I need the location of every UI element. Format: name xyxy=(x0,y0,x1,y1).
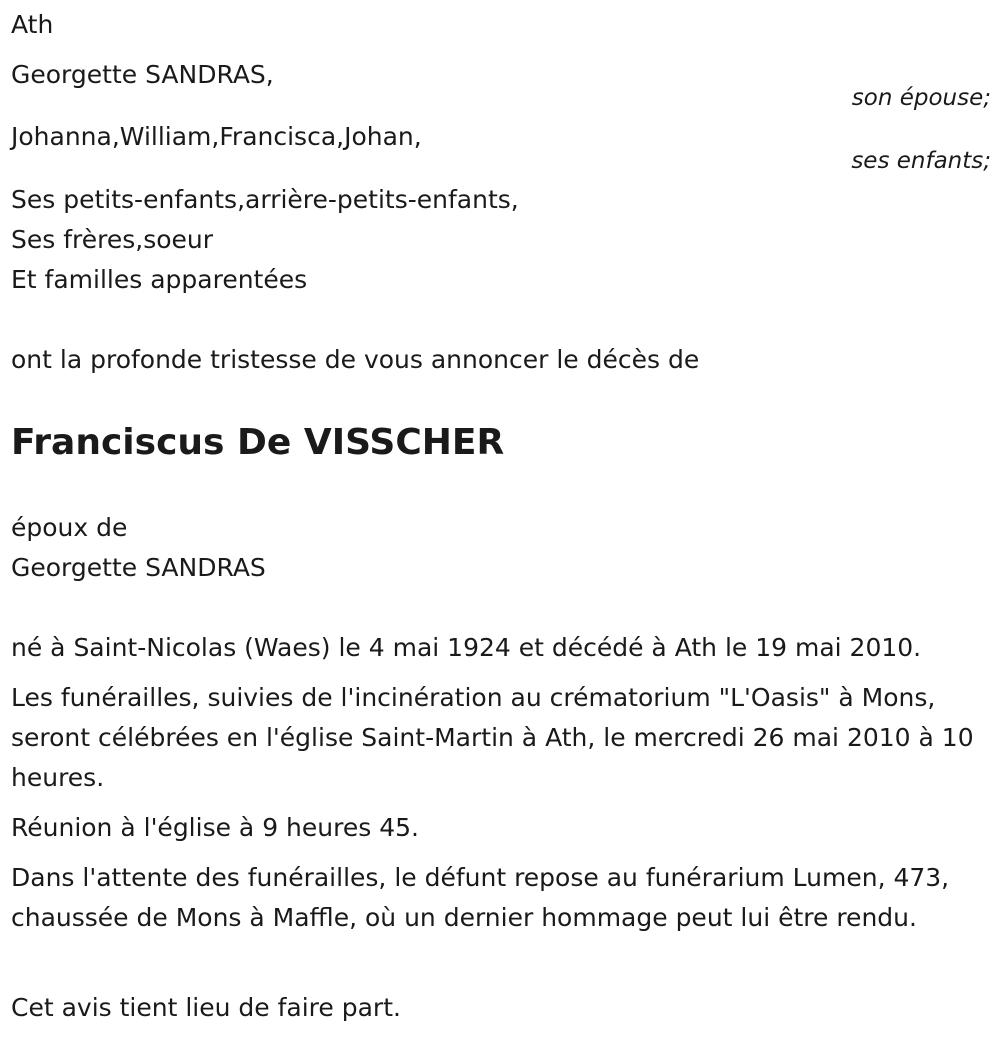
relatives-text: Et familles apparentées xyxy=(11,265,308,294)
spouse-info-name: Georgette SANDRAS xyxy=(11,553,266,582)
meeting-text: Réunion à l'église à 9 heures 45. xyxy=(11,813,419,842)
closing-text: Cet avis tient lieu de faire part. xyxy=(11,993,401,1022)
announcement-intro: ont la profonde tristesse de vous annoncer le décès de xyxy=(11,345,700,374)
birth-death-text: né à Saint-Nicolas (Waes) le 4 mai 1924 et décédé à Ath le 19 mai 2010. xyxy=(11,633,922,662)
spouse-label: époux de xyxy=(11,513,128,542)
deceased-name: Franciscus De VISSCHER xyxy=(11,422,505,463)
grandchildren-text: Ses petits-enfants,arrière-petits-enfants, xyxy=(11,185,519,214)
repose-text: Dans l'attente des funérailles, le défunt repose au funérarium Lumen, 473, chaussée de Mons à Maffle, où un dernier hommage peut lui être rendu. xyxy=(11,863,950,932)
siblings-text: Ses frères,soeur xyxy=(11,225,214,254)
funeral-text: Les funérailles, suivies de l'incinération au crématorium "L'Oasis" à Mons, seront célébrées en l'église Saint-Martin à Ath, le mercredi 26 mai 2010 à 10 heures. xyxy=(11,683,974,792)
location-text: Ath xyxy=(11,10,54,39)
children-role: ses enfants; xyxy=(851,148,991,174)
spouse-role: son épouse; xyxy=(851,85,991,111)
children-names: Johanna,William,Francisca,Johan, xyxy=(11,122,422,151)
spouse-name: Georgette SANDRAS, xyxy=(11,60,274,89)
